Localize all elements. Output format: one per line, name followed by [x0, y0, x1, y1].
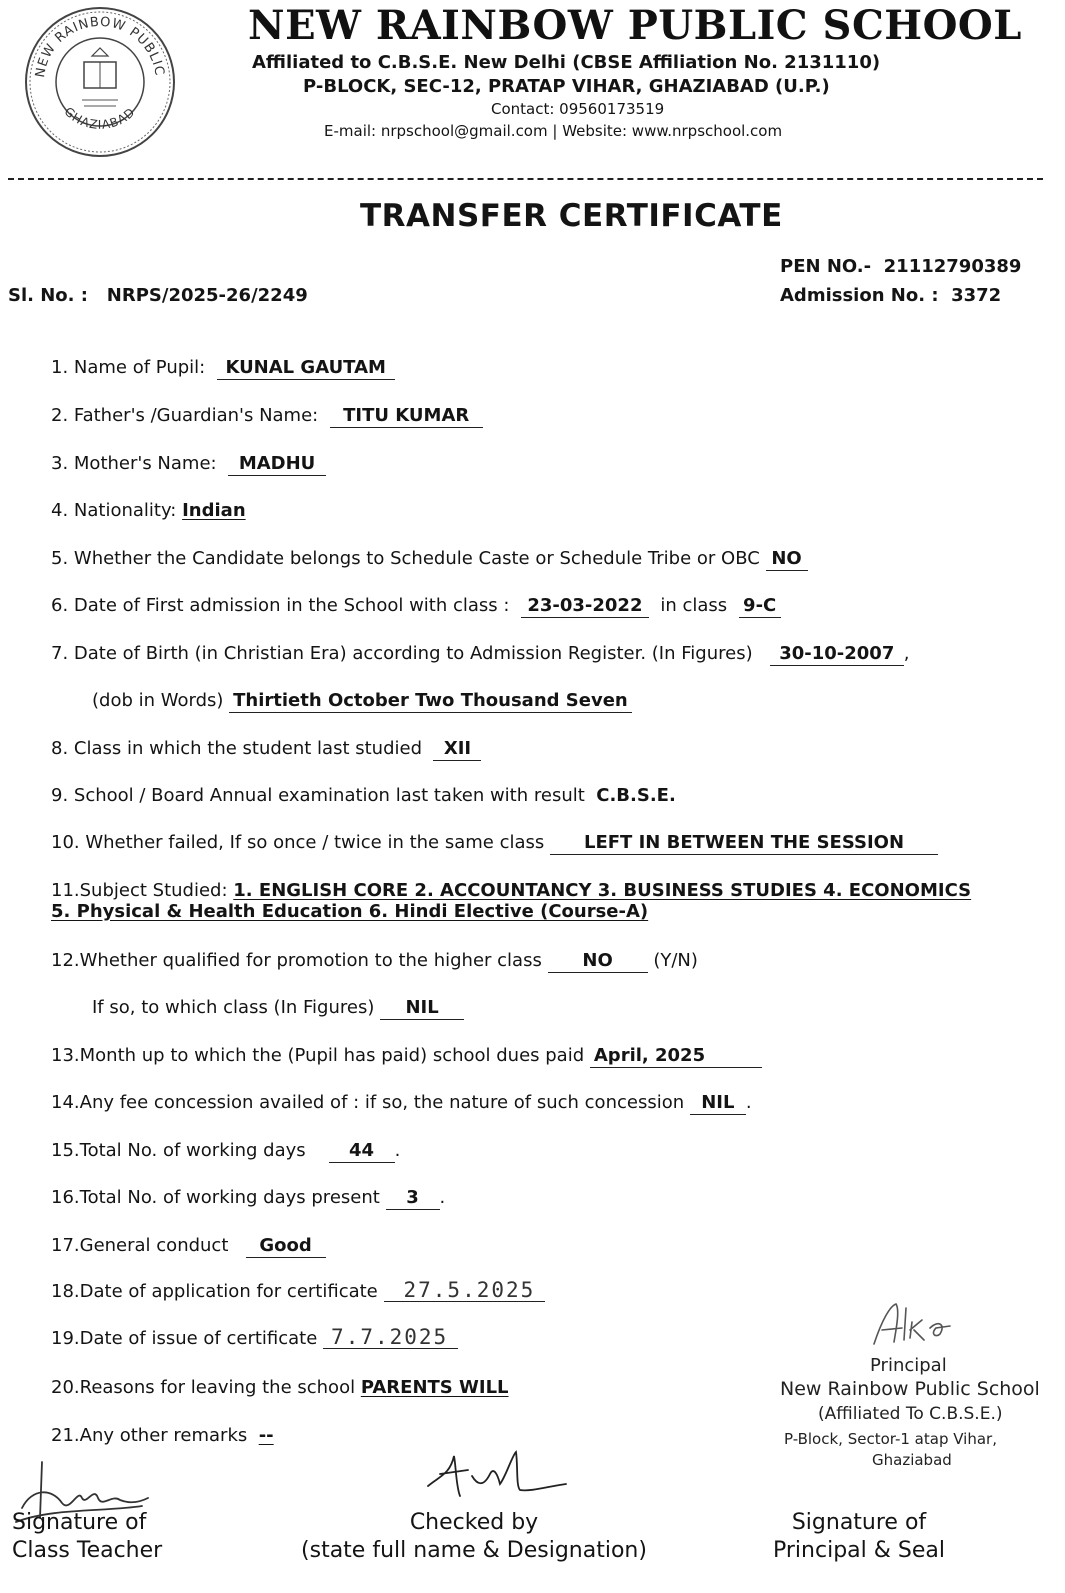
subjects-line-1: 1. ENGLISH CORE 2. ACCOUNTANCY 3. BUSINESS STUDIES 4. ECONOMICS	[233, 880, 972, 901]
field-class-value: 9-C	[739, 596, 781, 618]
field-days-present: 16.Total No. of working days present 3 .	[51, 1187, 446, 1208]
field-label: 7. Date of Birth (in Christian Era) according to Admission Register. (In Figures)	[51, 643, 753, 664]
field-other-remarks	[51, 1425, 274, 1446]
field-value: --	[258, 1425, 274, 1446]
field-value: April, 2025	[590, 1046, 762, 1068]
field-label: 9. School / Board Annual examination last taken with result	[51, 785, 585, 806]
field-working-days: 15.Total No. of working days 44 .	[51, 1140, 401, 1161]
certificate-title: TRANSFER CERTIFICATE	[360, 198, 783, 234]
email-website-line: E-mail: nrpschool@gmail.com | Website: www.nrpschool.com	[324, 122, 783, 140]
field-value: PARENTS WILL	[360, 1377, 509, 1398]
class-teacher-label	[12, 1509, 162, 1564]
field-pupil-name	[51, 357, 395, 380]
class-teacher-text: Signature of Class Teacher	[12, 1510, 163, 1563]
school-address: P-BLOCK, SEC-12, PRATAP VIHAR, GHAZIABAD (U.P.)	[303, 76, 830, 97]
contact-line: Contact: 09560173519	[491, 100, 665, 118]
field-value: NIL	[380, 998, 464, 1020]
field-value: 44	[329, 1141, 395, 1163]
field-dob-words	[92, 690, 632, 713]
field-label: 16.Total No. of working days present	[51, 1187, 380, 1208]
field-first-admission	[51, 595, 781, 618]
pen-value: 21112790389	[883, 256, 1022, 277]
principal-sig-title: Signature of	[791, 1510, 927, 1535]
field-value: XII	[433, 739, 481, 761]
stamp-school-name: New Rainbow Public School	[780, 1378, 1040, 1400]
field-label: 4. Nationality:	[51, 500, 177, 521]
field-nationality	[51, 500, 246, 521]
serial-label: Sl. No. :	[8, 285, 88, 306]
field-promotion-class	[92, 997, 464, 1020]
field-value: 23-03-2022	[521, 596, 649, 618]
field-value: NO	[548, 951, 648, 973]
admission-value: 3372	[951, 285, 1002, 306]
field-label: 13.Month up to which the (Pupil has paid) school dues paid	[51, 1045, 585, 1066]
checked-by-subtitle: (state full name & Designation)	[301, 1537, 647, 1563]
principal-signature	[866, 1300, 976, 1350]
field-dues-paid	[51, 1045, 762, 1068]
field-leaving-reason	[51, 1377, 509, 1398]
school-seal	[22, 4, 178, 160]
field-suffix: (Y/N)	[653, 950, 698, 971]
field-label: 21.Any other remarks	[51, 1425, 248, 1446]
field-general-conduct	[51, 1235, 326, 1258]
field-application-date	[51, 1280, 545, 1302]
field-label: 18.Date of application for certificate	[51, 1281, 378, 1302]
admission-number	[780, 285, 1001, 306]
stamp-address: P-Block, Sector-1 atap Vihar,	[784, 1430, 997, 1448]
field-issue-date	[51, 1327, 458, 1349]
field-mother-name	[51, 453, 326, 476]
field-value: Good	[246, 1236, 326, 1258]
subjects-line-2: 5. Physical & Health Education 6. Hindi Elective (Course-A)	[51, 901, 649, 922]
field-value: NIL	[690, 1093, 746, 1115]
field-value: NO	[766, 549, 808, 571]
field-label: 8. Class in which the student last studied	[51, 738, 423, 759]
field-promotion	[51, 950, 698, 973]
field-value: TITU KUMAR	[330, 406, 483, 428]
stamp-principal: Principal	[870, 1355, 947, 1376]
field-label: 17.General conduct	[51, 1235, 229, 1256]
field-subjects	[51, 880, 1061, 922]
affiliation-line: Affiliated to C.B.S.E. New Delhi (CBSE Affiliation No. 2131110)	[252, 52, 881, 73]
field-label: 10. Whether failed, If so once / twice in the same class	[51, 832, 545, 853]
field-label: 20.Reasons for leaving the school	[51, 1377, 356, 1398]
field-value: C.B.S.E.	[596, 785, 676, 806]
field-value: KUNAL GAUTAM	[217, 358, 395, 380]
stamp-affiliation: (Affiliated To C.B.S.E.)	[818, 1404, 1003, 1424]
field-last-class	[51, 738, 481, 761]
field-value: LEFT IN BETWEEN THE SESSION	[550, 833, 938, 855]
field-label: 6. Date of First admission in the School with class :	[51, 595, 510, 616]
serial-value: NRPS/2025-26/2249	[106, 285, 308, 306]
field-father-name	[51, 405, 483, 428]
field-label: in class	[660, 595, 728, 616]
field-value: 7.7.2025	[323, 1327, 458, 1349]
field-label: 15.Total No. of working days	[51, 1140, 306, 1161]
field-value: Indian	[182, 500, 246, 521]
field-label: 5. Whether the Candidate belongs to Schedule Caste or Schedule Tribe or OBC	[51, 548, 760, 569]
principal-sig-subtitle: Principal & Seal	[773, 1537, 945, 1563]
field-value: 27.5.2025	[384, 1280, 546, 1302]
checked-by-label	[288, 1509, 660, 1564]
principal-seal-label	[764, 1509, 954, 1564]
checked-by-title: Checked by	[409, 1510, 539, 1535]
field-date-of-birth: 7. Date of Birth (in Christian Era) according to Admission Register. (In Figures) 30-10-2007 ,	[51, 643, 910, 664]
stamp-city: Ghaziabad	[872, 1451, 952, 1469]
field-last-exam	[51, 785, 676, 806]
field-label: 19.Date of issue of certificate	[51, 1328, 318, 1349]
field-label: 2. Father's /Guardian's Name:	[51, 405, 319, 426]
svg-text:GHAZIABAD: GHAZIABAD	[61, 104, 139, 132]
field-value: 30-10-2007	[770, 644, 904, 666]
serial-number	[8, 285, 308, 306]
field-label: If so, to which class (In Figures)	[92, 997, 375, 1018]
field-failed-status	[51, 832, 938, 855]
svg-text:NEW RAINBOW PUBLIC: NEW RAINBOW PUBLIC	[33, 14, 167, 79]
field-label: 3. Mother's Name:	[51, 453, 217, 474]
pen-number	[780, 256, 1021, 277]
admission-label: Admission No. :	[780, 285, 939, 306]
field-label: 1. Name of Pupil:	[51, 357, 206, 378]
field-label: 14.Any fee concession availed of : if so, the nature of such concession	[51, 1092, 685, 1113]
field-fee-concession: 14.Any fee concession availed of : if so, the nature of such concession NIL .	[51, 1092, 752, 1113]
field-value: 3	[386, 1188, 440, 1210]
field-category	[51, 548, 808, 571]
field-value: Thirtieth October Two Thousand Seven	[229, 691, 632, 713]
checked-by-signature	[420, 1446, 570, 1506]
field-label: 12.Whether qualified for promotion to the higher class	[51, 950, 542, 971]
pen-label: PEN NO.-	[780, 256, 872, 277]
field-label: (dob in Words)	[92, 690, 224, 711]
header-divider	[8, 178, 1043, 180]
field-label: 11.Subject Studied:	[51, 880, 228, 901]
school-name: NEW RAINBOW PUBLIC SCHOOL	[248, 2, 1022, 49]
field-value: MADHU	[228, 454, 326, 476]
